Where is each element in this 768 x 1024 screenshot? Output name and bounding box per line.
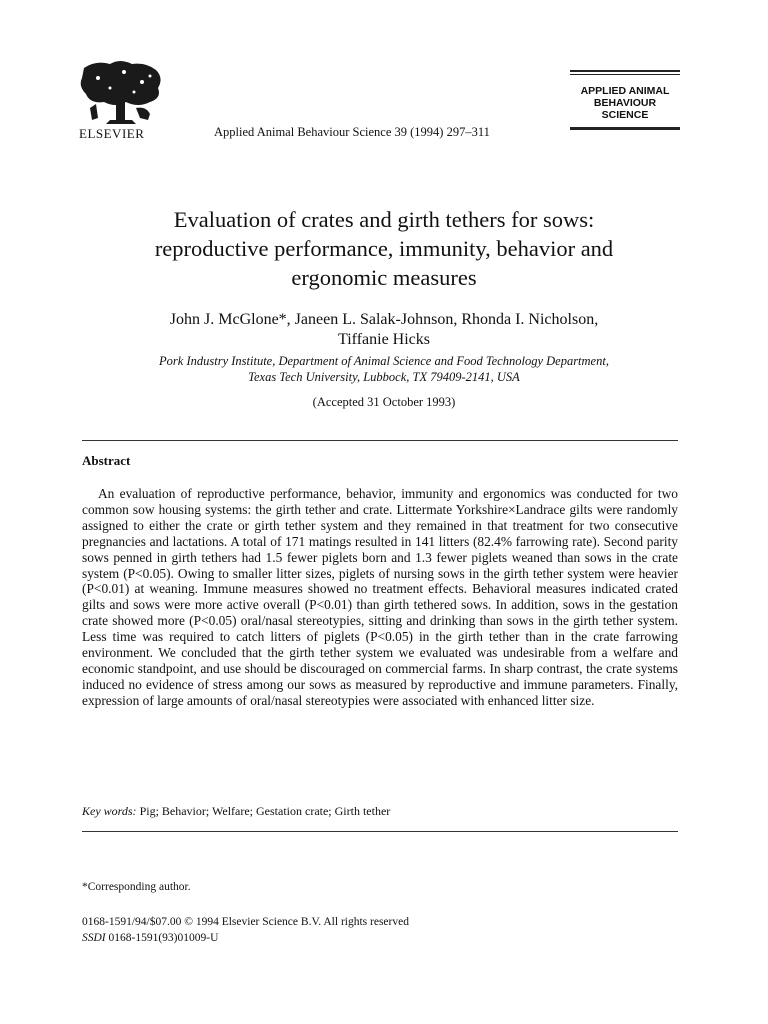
journal-name [570, 85, 680, 121]
abstract-body: An evaluation of reproductive performance, behavior, immunity and ergonomics was conducted for two common sow housing systems: the girth tether and crate. Littermate Yorkshire×Landrace gilts were randomly assigned to either the crate or girth tether system and they remained in that treatment for two consecutive pregnancies and lactations. A total of 171 matings resulted in 141 litters (82.4% farrowing rate). Second parity sows penned in girth tethers had 1.5 fewer piglets born and 1.3 fewer piglets weaned than sows in the crate system (P<0.05). Owing to smaller litter sizes, piglets of nursing sows in the girth tether system were heavier (P<0.01) at weaning. Immune measures showed no treatment effects. Behavioral measures indicated crated gilts and sows were more active overall (P<0.01) than girth tethered sows. In addition, sows in the gestation crate showed more (P<0.05) oral/nasal stereotypies, sitting and drinking than sows in the girth tether system. Less time was required to catch litters of piglets (P<0.05) in the girth tether than in the crate farrowing environment. We concluded that the girth tether system we evaluated was undesirable from a welfare and economic standpoint, and use should be discouraged on commercial farms. In sharp contrast, the crate systems induced no evidence of stress among our sows as measured by reproductive and immune parameters. Finally, expression of large amounts of oral/nasal stereotypies were associated with enhanced litter size. [82, 486, 678, 708]
section-divider [82, 440, 678, 441]
keywords-label: Key words: [82, 804, 137, 818]
journal-name-line: SCIENCE [601, 109, 649, 121]
journal-citation: Applied Animal Behaviour Science 39 (1994) 297–311 [214, 125, 490, 139]
accepted-date: (Accepted 31 October 1993) [312, 395, 456, 409]
title-line: ergonomic measures [291, 265, 477, 290]
affiliation-line: Pork Industry Institute, Department of Animal Science and Food Technology Department, [159, 354, 609, 368]
section-divider [82, 831, 678, 832]
title-line: Evaluation of crates and girth tethers for sows: [173, 207, 595, 232]
ssdi-value: 0168-1591(93)01009-U [108, 932, 219, 944]
ssdi-label: SSDI [82, 932, 106, 944]
top-rule-thin [570, 74, 680, 75]
copyright-line: 0168-1591/94/$07.00 © 1994 Elsevier Science B.V. All rights reserved [82, 916, 409, 928]
elsevier-tree-logo [76, 58, 168, 128]
keywords [82, 804, 390, 819]
article-title [60, 205, 708, 292]
author-list [60, 310, 708, 350]
journal-name-line: APPLIED ANIMAL [580, 85, 670, 97]
top-rule [570, 70, 680, 72]
journal-name-box [570, 70, 680, 130]
affiliation-line: Texas Tech University, Lubbock, TX 79409-2141, USA [248, 370, 520, 384]
ssdi-line [82, 930, 409, 946]
title-line: reproductive performance, immunity, behavior and [154, 236, 614, 261]
publisher-name: ELSEVIER [79, 126, 145, 141]
keywords-text: Pig; Behavior; Welfare; Gestation crate; Girth tether [139, 804, 391, 818]
bottom-rule [570, 128, 680, 130]
affiliation [60, 353, 708, 385]
corresponding-author-note: *Corresponding author. [82, 881, 191, 893]
author-line: Tiffanie Hicks [338, 331, 430, 348]
author-line: John J. McGlone*, Janeen L. Salak-Johnson, Rhonda I. Nicholson, [169, 311, 599, 328]
copyright-block [82, 914, 409, 946]
journal-name-line: BEHAVIOUR [593, 97, 657, 109]
abstract-heading: Abstract [82, 453, 131, 468]
